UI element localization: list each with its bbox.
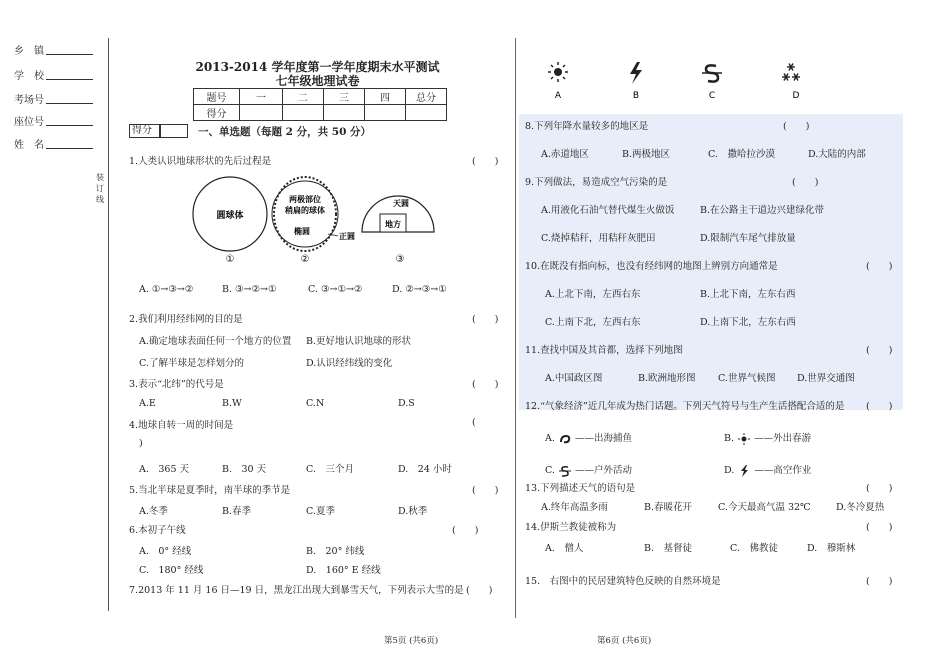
q11-option-c[interactable]: C.世界气候图 (718, 373, 776, 384)
q6-option-c[interactable]: C. 180° 经线 (139, 565, 204, 576)
q2-option-d[interactable]: D.认识经纬线的变化 (306, 358, 393, 369)
score-cell[interactable] (240, 105, 283, 121)
thunderstorm-icon (737, 465, 751, 477)
figure-label-oblate-2: 稍扁的球体 (285, 206, 325, 215)
question-13: 13.下列描述天气的语句是 (525, 483, 636, 494)
binding-line (108, 38, 109, 611)
heavy-snow-icon (782, 64, 800, 81)
q2-option-a[interactable]: A.确定地球表面任何一个地方的位置 (139, 336, 292, 347)
q4-option-a[interactable]: A. 365 天 (139, 464, 190, 475)
sunny-icon (548, 62, 568, 82)
q12-option-c-letter: C. (545, 465, 555, 476)
figure-label-oblate-1: 两极部位 (289, 195, 321, 204)
question-9: 9.下列做法，易造成空气污染的是 (525, 177, 668, 188)
q2-option-c[interactable]: C.了解半球是怎样划分的 (139, 358, 244, 369)
q12-option-b-text: ——外出春游 (754, 433, 812, 444)
sunny-icon (737, 433, 751, 445)
question-4: 4.地球自转一周的时间是 (129, 420, 234, 431)
answer-paren-10[interactable]: ( ) (866, 261, 893, 272)
figure-number-3: ③ (395, 254, 405, 265)
q2-option-b[interactable]: B.更好地认识地球的形状 (306, 336, 412, 347)
score-cell[interactable] (283, 105, 324, 121)
section-score-box[interactable] (159, 124, 188, 138)
field-label-exam-room: 考场号 (14, 95, 44, 106)
q10-option-c[interactable]: C.上南下北，左西右东 (545, 317, 641, 328)
score-table (193, 88, 447, 121)
question-14: 14.伊斯兰教徒被称为 (525, 522, 617, 533)
answer-paren-14[interactable]: ( ) (866, 522, 893, 533)
figure-label-circle: 正圆 (339, 232, 355, 241)
q1-option-a[interactable]: A. ①→③→② (139, 284, 194, 295)
q6-option-b[interactable]: B. 20° 纬线 (306, 546, 365, 557)
q6-option-a[interactable]: A. 0° 经线 (139, 546, 192, 557)
q12-option-c[interactable] (545, 462, 632, 477)
q1-option-c[interactable]: C. ③→①→② (308, 284, 363, 295)
score-table-header: 总分 (406, 89, 447, 105)
q5-option-a[interactable]: A.冬季 (139, 506, 168, 517)
q3-option-b[interactable]: B.W (222, 398, 242, 409)
thunderstorm-icon (630, 62, 642, 84)
field-label-school: 学 校 (14, 71, 44, 82)
q5-option-d[interactable]: D.秋季 (398, 506, 428, 517)
q8-option-a[interactable]: A.赤道地区 (541, 149, 589, 160)
score-table-header: 二 (283, 89, 324, 105)
score-table-header: 一 (240, 89, 283, 105)
exam-title: 2013-2014 学年度第一学年度期末水平测试 (195, 60, 440, 74)
score-cell[interactable] (365, 105, 406, 121)
q13-option-a[interactable]: A.终年高温多雨 (541, 502, 608, 513)
answer-paren-1[interactable]: ( ) (472, 156, 499, 167)
field-line-exam-room[interactable] (46, 103, 93, 104)
field-label-seat: 座位号 (14, 117, 44, 128)
q12-option-b[interactable] (724, 430, 811, 445)
q9-option-b[interactable]: B.在公路主干道边兴建绿化带 (700, 205, 825, 216)
question-7: 7.2013 年 11 月 16 日—19 日，黑龙江出现大到暴雪天气，下列表示大雪的是 (129, 585, 464, 596)
q5-option-c[interactable]: C.夏季 (306, 506, 335, 517)
section-title: 一、单选题（每题 2 分，共 50 分） (198, 126, 372, 138)
page-number-right: 第6页 (共6页) (597, 636, 652, 646)
q14-option-d[interactable]: D. 穆斯林 (807, 543, 856, 554)
field-line-name[interactable] (46, 148, 93, 149)
answer-paren-7[interactable]: ( ) (466, 585, 493, 596)
score-cell[interactable] (406, 105, 447, 121)
figure-number-2: ② (300, 254, 310, 265)
weather-option-c[interactable]: C (708, 91, 716, 101)
field-line-town[interactable] (46, 54, 93, 55)
answer-paren-11[interactable]: ( ) (866, 345, 893, 356)
q13-option-b[interactable]: B.春暖花开 (644, 502, 693, 513)
figure-label-ellipse: 椭圆 (294, 227, 310, 236)
q4-option-c[interactable]: C. 三个月 (306, 464, 354, 475)
answer-paren-4-open[interactable]: ( (472, 417, 476, 428)
q10-option-b[interactable]: B.上北下南，左东右西 (700, 289, 796, 300)
q9-option-a[interactable]: A.用液化石油气替代煤生火做饭 (541, 205, 675, 216)
q12-option-d[interactable] (724, 462, 811, 477)
field-line-school[interactable] (46, 79, 93, 80)
q12-option-d-letter: D. (724, 465, 735, 476)
q4-option-b[interactable]: B. 30 天 (222, 464, 267, 475)
q11-option-a[interactable]: A.中国政区图 (545, 373, 603, 384)
answer-paren-5[interactable]: ( ) (472, 485, 499, 496)
page-number-left: 第5页 (共6页) (384, 636, 439, 646)
question-5: 5.当北半球是夏季时，南半球的季节是 (129, 485, 291, 496)
q10-option-d[interactable]: D.上南下北，左东右西 (700, 317, 796, 328)
q1-option-b[interactable]: B. ③→②→① (222, 284, 277, 295)
q5-option-b[interactable]: B.春季 (222, 506, 252, 517)
question-15: 15. 右图中的民居建筑特色反映的自然环境是 (525, 576, 721, 587)
question-2: 2.我们利用经纬网的目的是 (129, 314, 243, 325)
q11-option-d[interactable]: D.世界交通图 (797, 373, 855, 384)
field-label-town: 乡 镇 (14, 46, 44, 57)
q12-option-c-text: ——户外活动 (575, 465, 633, 476)
weather-option-b[interactable]: B (632, 91, 640, 101)
q12-option-d-text: ——高空作业 (754, 465, 812, 476)
q13-option-d[interactable]: D.冬冷夏热 (836, 502, 885, 513)
q3-option-d[interactable]: D.S (398, 398, 415, 409)
q14-option-b[interactable]: B. 基督徒 (644, 543, 693, 554)
figure-label-round-sky: 天圆 (393, 199, 409, 208)
field-label-name: 姓 名 (14, 140, 44, 151)
q10-option-a[interactable]: A.上北下南，左西右东 (545, 289, 641, 300)
q14-option-c[interactable]: C. 佛教徒 (730, 543, 778, 554)
answer-paren-12[interactable]: ( ) (866, 401, 893, 412)
weather-option-a[interactable]: A (554, 91, 562, 101)
q14-option-a[interactable]: A. 僧人 (545, 543, 584, 554)
question-10: 10.在既没有指向标，也没有经纬网的地图上辨别方向通常是 (525, 261, 778, 272)
sandstorm-icon (558, 465, 572, 477)
q12-option-a[interactable] (545, 430, 632, 445)
section-score-label: 得分 (129, 124, 161, 138)
question-8: 8.下列年降水量较多的地区是 (525, 121, 649, 132)
field-line-seat[interactable] (46, 125, 93, 126)
q3-option-c[interactable]: C.N (306, 398, 325, 409)
answer-paren-9[interactable]: ( ) (792, 177, 819, 188)
q12-option-a-text: ——出海捕鱼 (574, 433, 632, 444)
score-row-label: 得分 (194, 105, 240, 121)
question-12: 12.“气象经济”近几年成为热门话题。下列天气符号与生产生活搭配合适的是 (525, 401, 845, 412)
question-6: 6.本初子午线 (129, 525, 186, 536)
q6-option-d[interactable]: D. 160° E 经线 (306, 565, 381, 576)
sandstorm-icon (702, 65, 722, 81)
figure-label-square-earth: 地方 (385, 220, 401, 229)
answer-paren-13[interactable]: ( ) (866, 483, 893, 494)
q12-option-b-letter: B. (724, 433, 735, 444)
answer-paren-3[interactable]: ( ) (472, 379, 499, 390)
question-11: 11.查找中国及其首都，选择下列地图 (525, 345, 683, 356)
figure-number-1: ① (225, 254, 235, 265)
q3-option-a[interactable]: A.E (139, 398, 156, 409)
q9-option-d[interactable]: D.限制汽车尾气排放量 (700, 233, 796, 244)
answer-paren-2[interactable]: ( ) (472, 314, 499, 325)
answer-paren-6[interactable]: ( ) (452, 525, 479, 536)
weather-symbols-row (540, 58, 830, 104)
answer-paren-15[interactable]: ( ) (866, 576, 893, 587)
q4-option-d[interactable]: D. 24 小时 (398, 464, 452, 475)
question-1: 1.人类认识地球形状的先后过程是 (129, 156, 272, 167)
q1-option-d[interactable]: D. ②→③→① (392, 284, 447, 295)
question-3: 3.表示“北纬”的代号是 (129, 379, 224, 390)
figure-label-sphere: 圆球体 (216, 211, 244, 221)
q13-option-c[interactable]: C.今天最高气温 32℃ (718, 502, 811, 513)
q8-option-c[interactable]: C. 撒哈拉沙漠 (708, 149, 775, 160)
q8-option-d[interactable]: D.大陆的内部 (808, 149, 866, 160)
answer-paren-8[interactable]: ( ) (783, 121, 810, 132)
binding-label: 装订线 (96, 173, 104, 204)
score-table-header: 三 (324, 89, 365, 105)
q9-option-c[interactable]: C.烧掉秸秆，用秸秆灰肥田 (541, 233, 656, 244)
q12-option-a-letter: A. (545, 433, 555, 444)
answer-paren-4-close[interactable]: ) (139, 438, 143, 449)
column-divider (515, 38, 516, 618)
weather-option-d[interactable]: D (792, 91, 800, 101)
score-cell[interactable] (324, 105, 365, 121)
earth-shape-figure (190, 176, 450, 266)
exam-subtitle: 七年级地理试卷 (275, 74, 360, 88)
score-table-header: 题号 (194, 89, 240, 105)
q11-option-b[interactable]: B.欧洲地形图 (638, 373, 696, 384)
q8-option-b[interactable]: B.两极地区 (622, 149, 671, 160)
typhoon-icon (558, 433, 572, 445)
score-table-header: 四 (365, 89, 406, 105)
